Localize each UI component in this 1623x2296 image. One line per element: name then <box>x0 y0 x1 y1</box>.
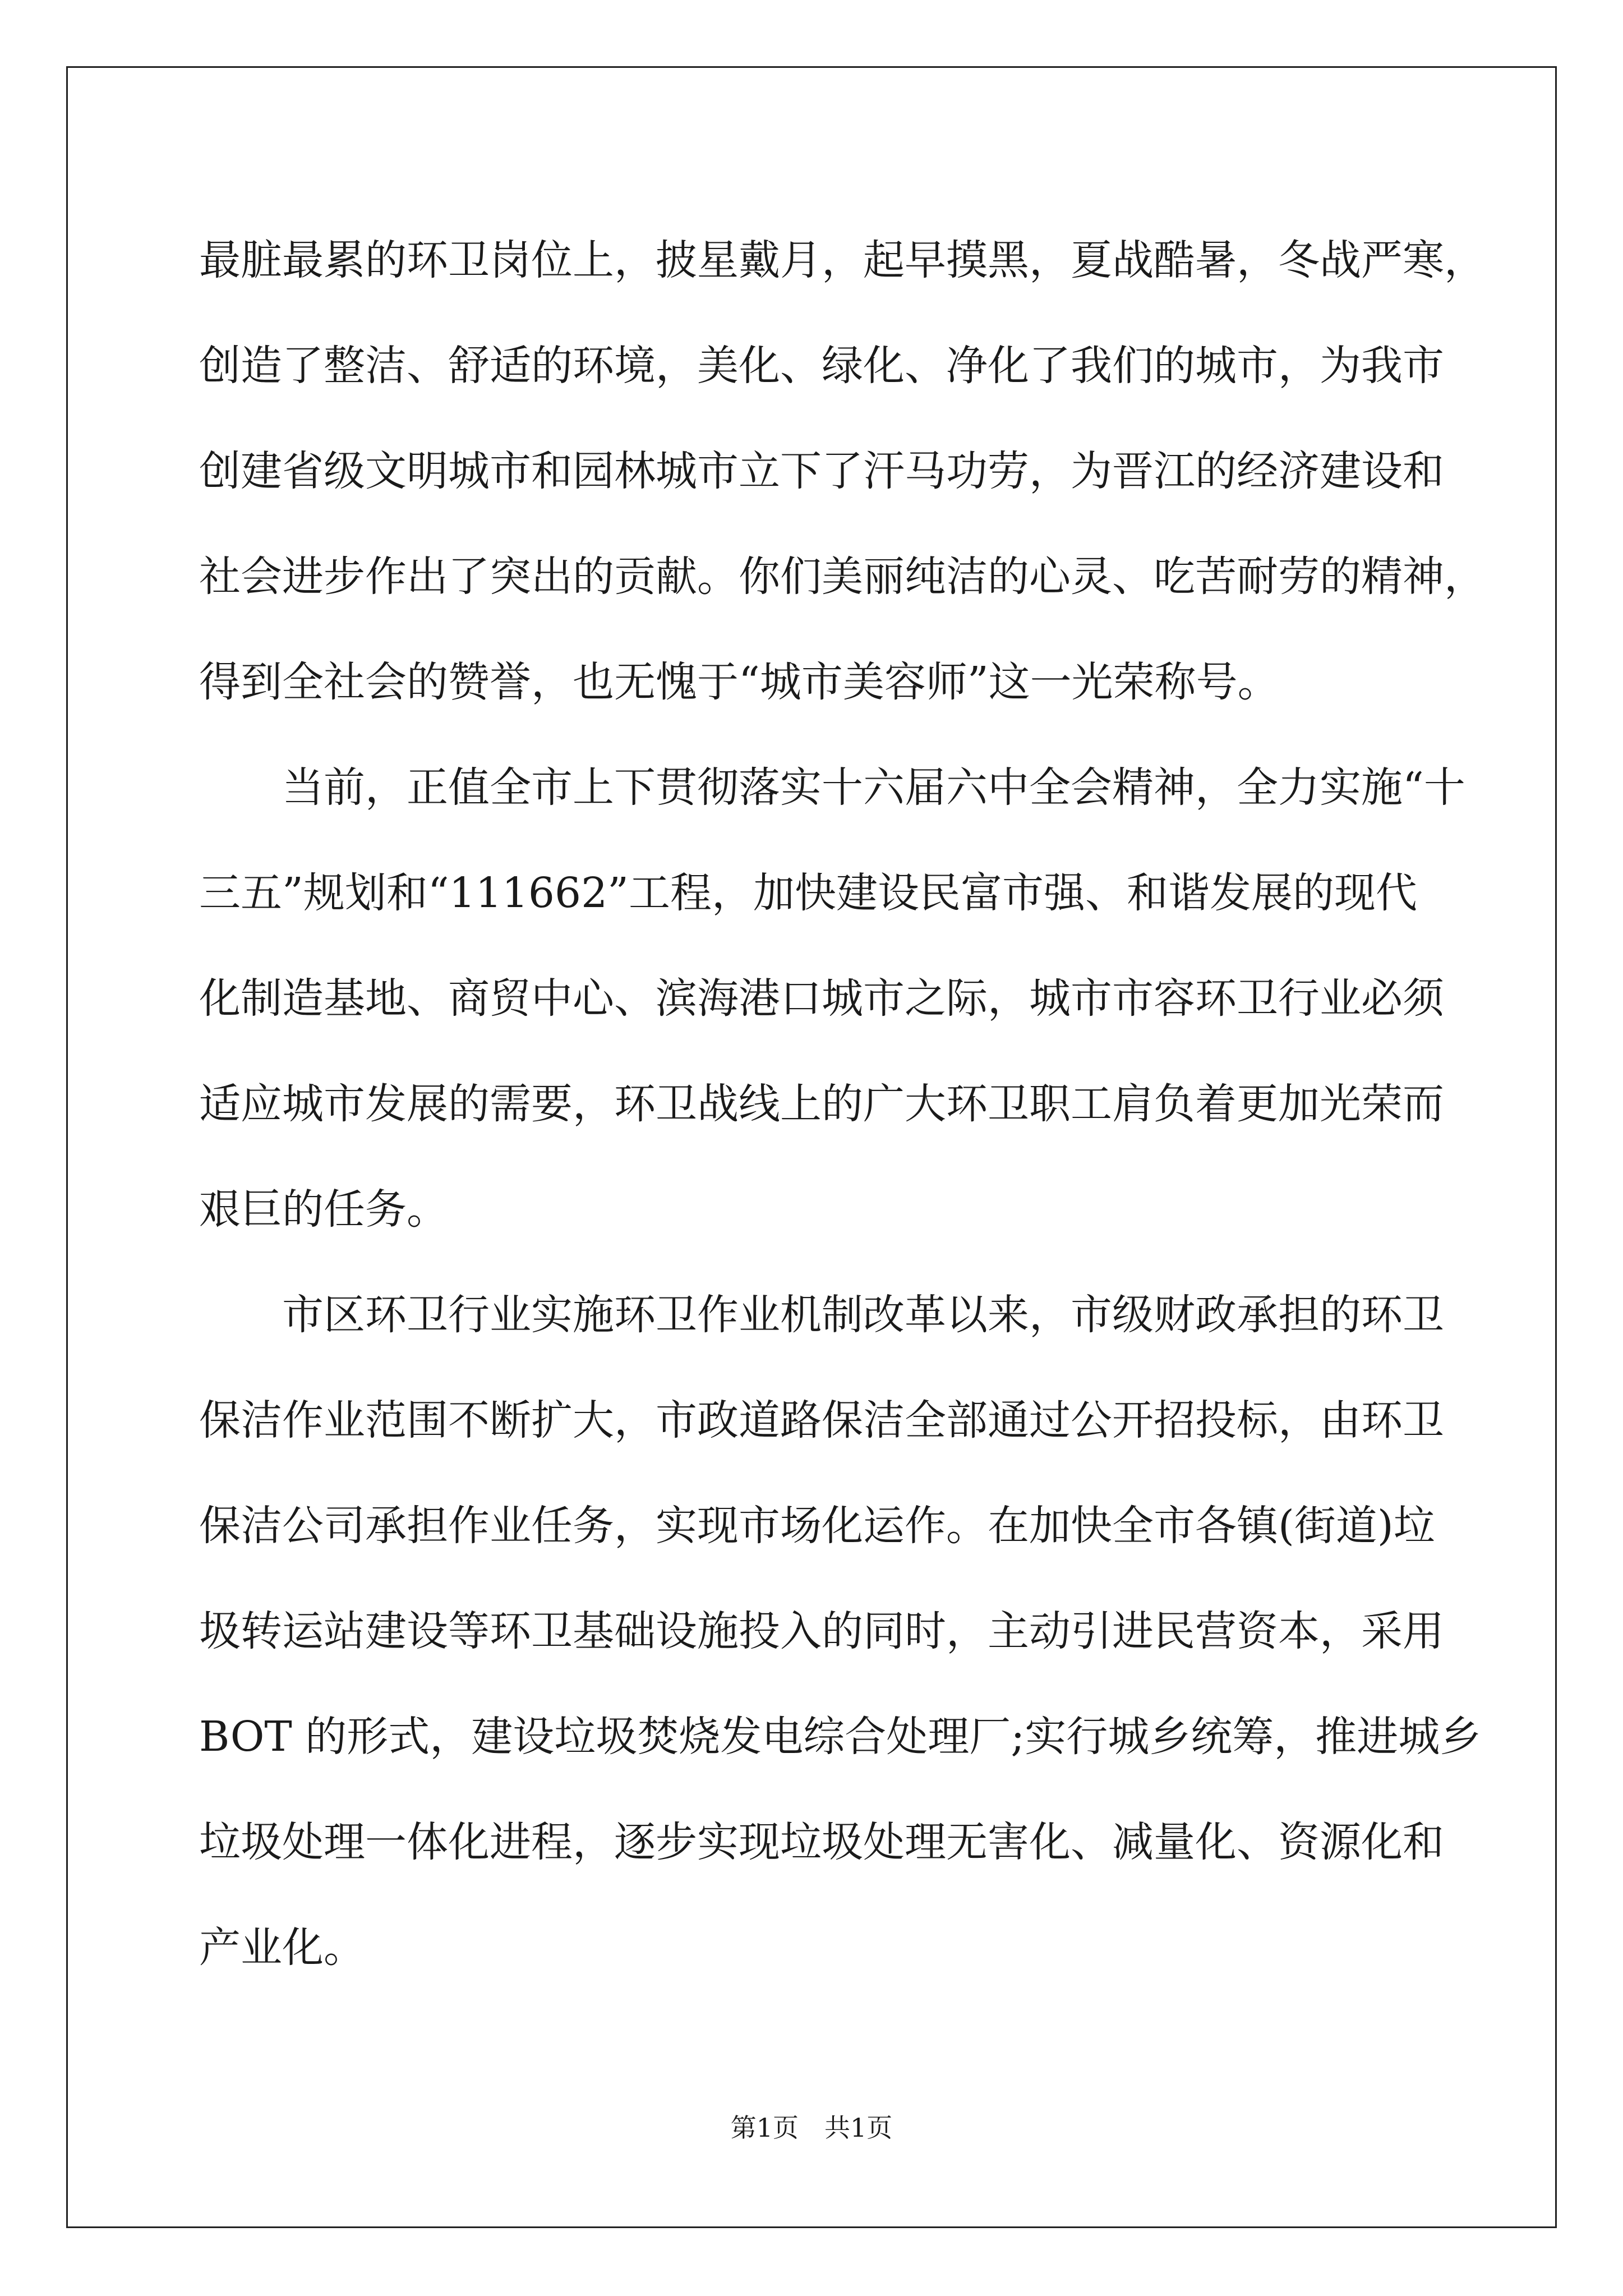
text-line: 最脏最累的环卫岗位上，披星戴月，起早摸黑，夏战酷暑，冬战严寒， <box>199 236 1486 284</box>
document-body <box>199 208 1486 2000</box>
text-line: 保洁作业范围不断扩大，市政道路保洁全部通过公开招投标，由环卫 <box>199 1396 1444 1444</box>
text-line: 化制造基地、商贸中心、滨海港口城市之际，城市市容环卫行业必须 <box>199 974 1444 1023</box>
text-line: 市区环卫行业实施环卫作业机制改革以来，市级财政承担的环卫 <box>199 1291 1444 1339</box>
text-line: 圾转运站建设等环卫基础设施投入的同时，主动引进民营资本，采用 <box>199 1607 1444 1655</box>
text-line: 创建省级文明城市和园林城市立下了汗马功劳，为晋江的经济建设和 <box>199 447 1444 495</box>
text-line: 得到全社会的赞誉，也无愧于“城市美容师”这一光荣称号。 <box>199 658 1279 706</box>
text-line: 产业化。 <box>199 1924 365 1972</box>
text-line: 垃圾处理一体化进程，逐步实现垃圾处理无害化、减量化、资源化和 <box>199 1818 1444 1866</box>
page-number: 第1页 <box>730 2113 799 2143</box>
text-line: BOT 的形式，建设垃圾焚烧发电综合处理厂;实行城乡统筹，推进城乡 <box>199 1713 1482 1761</box>
text-line: 三五”规划和“111662”工程，加快建设民富市强、和谐发展的现代 <box>199 869 1417 917</box>
text-line: 艰巨的任务。 <box>199 1185 448 1234</box>
paragraph <box>199 735 1465 1262</box>
paragraph <box>199 1262 1482 2000</box>
text-line: 创造了整洁、舒适的环境，美化、绿化、净化了我们的城市，为我市 <box>199 342 1444 390</box>
page-footer <box>0 2111 1623 2145</box>
paragraph <box>199 208 1486 735</box>
text-line: 保洁公司承担作业任务，实现市场化运作。在加快全市各镇(街道)垃 <box>199 1502 1435 1550</box>
text-line: 社会进步作出了突出的贡献。你们美丽纯洁的心灵、吃苦耐劳的精神， <box>199 553 1486 601</box>
page-total: 共1页 <box>824 2113 893 2143</box>
text-line: 适应城市发展的需要，环卫战线上的广大环卫职工肩负着更加光荣而 <box>199 1080 1444 1128</box>
text-line: 当前，正值全市上下贯彻落实十六届六中全会精神，全力实施“十 <box>199 763 1465 812</box>
